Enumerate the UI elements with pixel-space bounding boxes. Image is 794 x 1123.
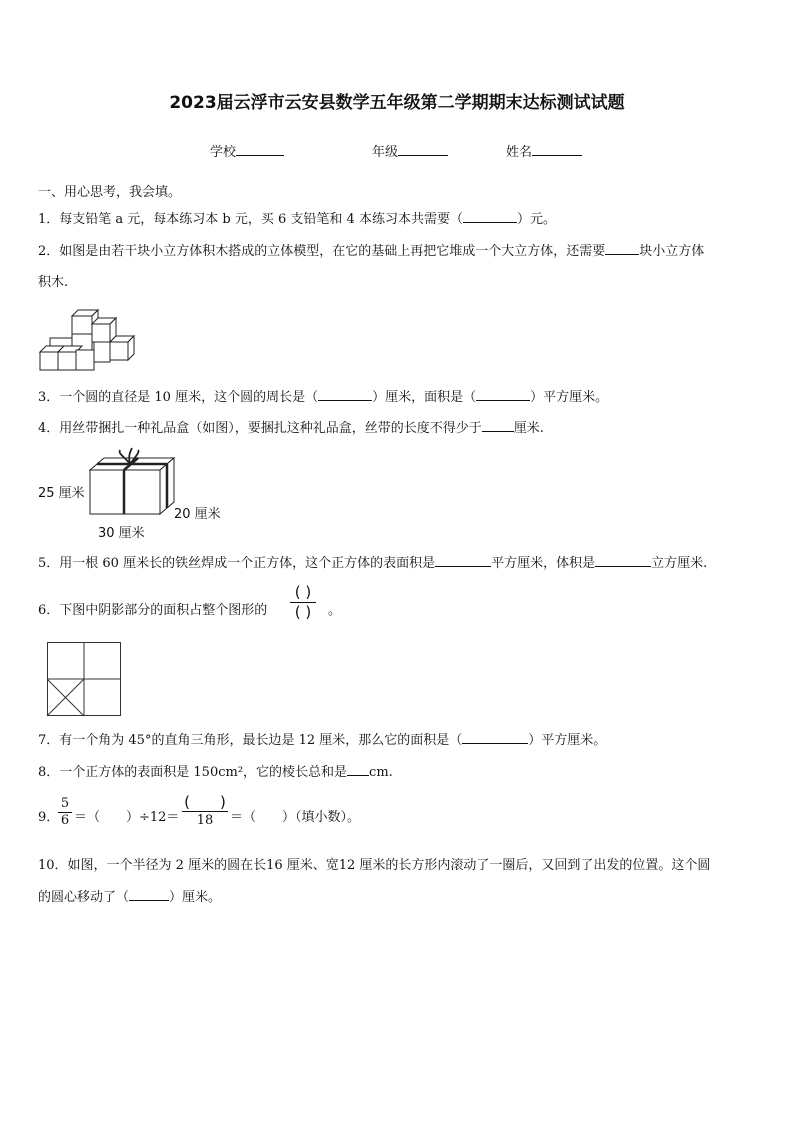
q2-text-c: 积木. — [38, 275, 69, 290]
q3-text-a: 3．一个圆的直径是 10 厘米，这个圆的周长是（ — [38, 390, 319, 405]
q8-text-b: cm. — [369, 765, 393, 780]
q5-text-a: 5．用一根 60 厘米长的铁丝焊成一个正方体，这个正方体的表面积是 — [38, 556, 436, 571]
q1-text-b: ）元。 — [516, 212, 556, 227]
q2-answer-blank[interactable] — [605, 242, 639, 255]
q8-answer-blank[interactable] — [347, 763, 369, 776]
question-3 — [38, 386, 608, 405]
q2-text-a: 2．如图是由若干块小立方体积木搭成的立体模型，在它的基础上再把它堆成一个大立方体，还需要 — [38, 244, 606, 259]
name-label: 姓名 — [506, 145, 533, 160]
box-height-label: 25 厘米 — [38, 486, 85, 501]
q6-fraction-answer[interactable] — [288, 584, 318, 621]
box-width-label: 20 厘米 — [174, 507, 221, 522]
q3-area-blank[interactable] — [476, 388, 530, 401]
q9-fraction-x-18 — [182, 793, 228, 829]
q9-equation-1: ＝（ ）÷12＝ — [74, 810, 180, 825]
q3-text-c: ）平方厘米。 — [530, 390, 609, 405]
school-label: 学校 — [210, 145, 237, 160]
q10-text-a: 的圆心移动了（ — [38, 890, 130, 905]
box-length-label: 30 厘米 — [98, 526, 145, 541]
q1-answer-blank[interactable] — [463, 210, 517, 223]
school-field — [210, 141, 284, 160]
q6-numerator-blank[interactable]: ( ) — [294, 583, 312, 601]
q4-text-a: 4．用丝带捆扎一种礼品盒（如图），要捆扎这种礼品盒，丝带的长度不得少于 — [38, 421, 482, 436]
gift-box-figure — [86, 450, 178, 520]
q5-text-c: 立方厘米. — [651, 556, 708, 571]
question-1 — [38, 208, 556, 227]
q5-volume-blank[interactable] — [595, 554, 651, 567]
q9-numerator-blank[interactable]: ( ) — [184, 793, 226, 811]
q7-text-a: 7．有一个角为 45°的直角三角形，最长边是 12 厘米，那么它的面积是（ — [38, 733, 463, 748]
page-title: 2023届云浮市云安县数学五年级第二学期期末达标测试试题 — [169, 93, 625, 113]
grade-label: 年级 — [372, 145, 399, 160]
q10-line-1: 10．如图，一个半径为 2 厘米的圆在长16 厘米、宽12 厘米的长方形内滚动了一圈后，又回到了出发的位置。这个圆 — [38, 858, 711, 873]
q6-denominator-blank[interactable]: ( ) — [294, 603, 312, 621]
q7-text-b: ）平方厘米。 — [528, 733, 607, 748]
question-5 — [38, 552, 707, 571]
q9-equation-2: ＝（ ）（填小数）。 — [230, 810, 361, 825]
q4-text-b: 厘米. — [513, 421, 544, 436]
question-7 — [38, 729, 606, 748]
q9-denominator: 6 — [60, 813, 70, 828]
q1-text-a: 1．每支铅笔 a 元，每本练习本 b 元，买 6 支铅笔和 4 本练习本共需要（ — [38, 212, 463, 227]
q2-text-b: 块小立方体 — [639, 244, 705, 259]
grade-field — [372, 141, 448, 160]
q10-answer-blank[interactable] — [129, 888, 169, 901]
q9-fraction-5-6 — [58, 796, 72, 829]
q9-denominator-2: 18 — [196, 813, 214, 828]
q3-circumference-blank[interactable] — [318, 388, 372, 401]
square-grid-figure — [47, 642, 121, 716]
q6-text-b: 。 — [328, 603, 342, 618]
q5-text-b: 平方厘米，体积是 — [491, 556, 596, 571]
question-4 — [38, 417, 544, 436]
q9-numerator: 5 — [60, 796, 70, 811]
section-heading: 一、用心思考，我会填。 — [38, 185, 182, 200]
school-blank[interactable] — [236, 143, 284, 156]
name-field — [506, 141, 582, 160]
q9-number: 9． — [38, 810, 60, 825]
q10-text-b: ）厘米。 — [169, 890, 222, 905]
q3-text-b: ）厘米，面积是（ — [372, 390, 477, 405]
q6-text-a: 6．下图中阴影部分的面积占整个图形的 — [38, 603, 268, 618]
question-8 — [38, 761, 393, 780]
name-blank[interactable] — [532, 143, 582, 156]
q8-text-a: 8．一个正方体的表面积是 150cm²，它的棱长总和是 — [38, 765, 348, 780]
grade-blank[interactable] — [398, 143, 448, 156]
question-2 — [38, 240, 704, 259]
q4-answer-blank[interactable] — [482, 419, 514, 432]
q5-surface-blank[interactable] — [435, 554, 491, 567]
q7-answer-blank[interactable] — [462, 731, 528, 744]
question-10-line-2 — [38, 886, 221, 905]
cube-stack-figure — [38, 296, 138, 374]
